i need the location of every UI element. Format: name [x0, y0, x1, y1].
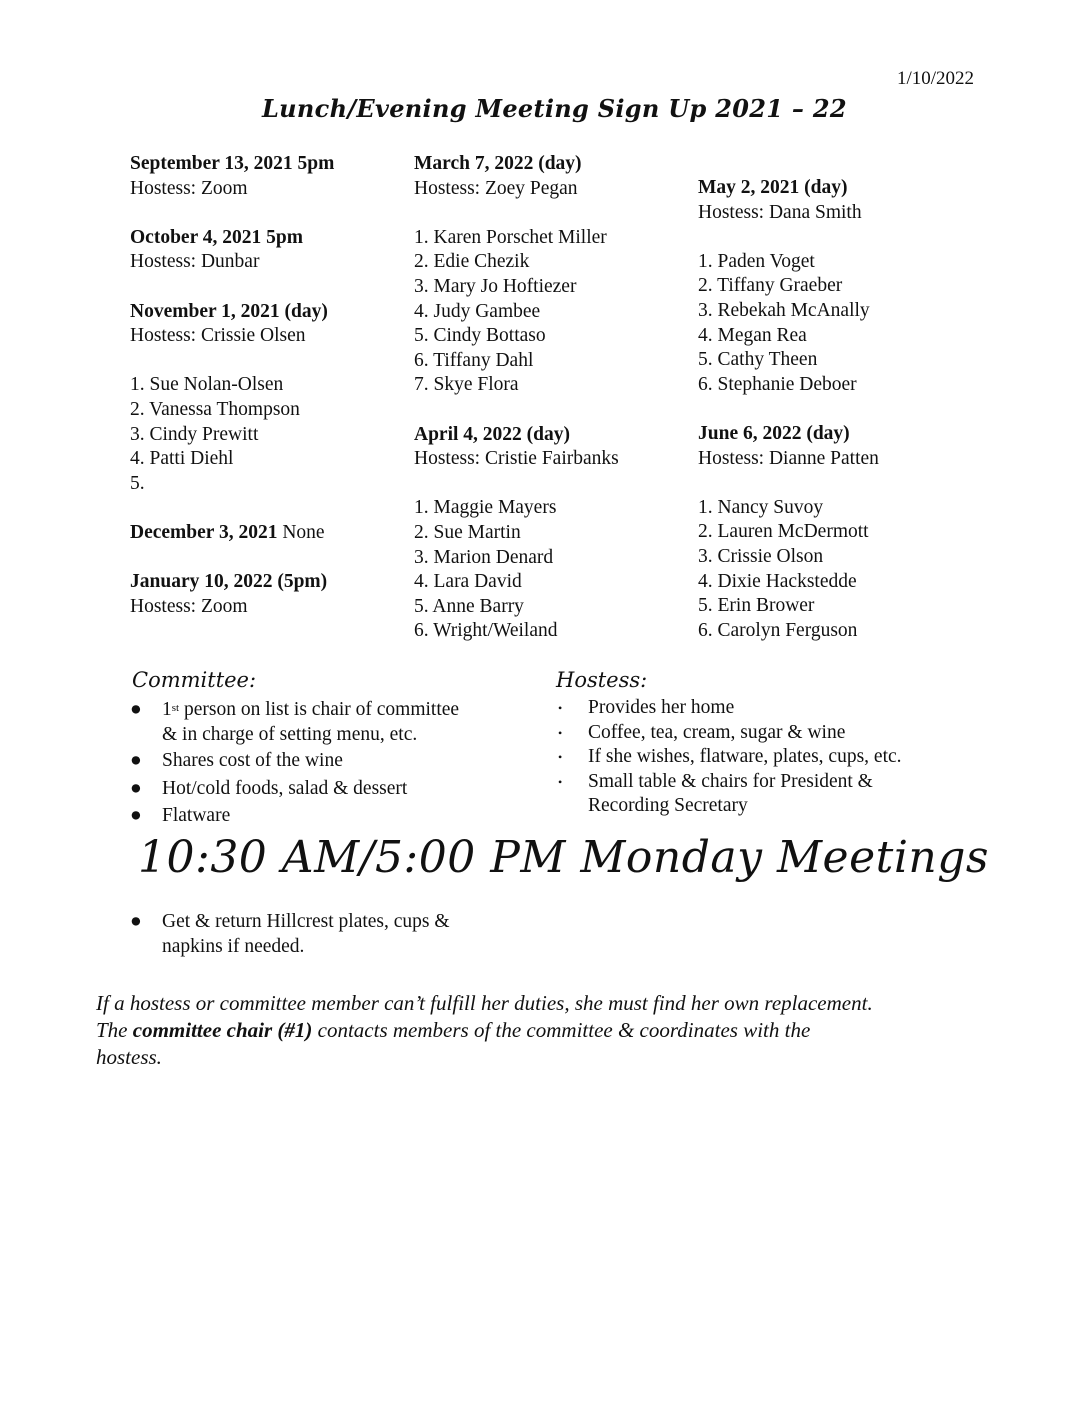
committee-member: 1. Karen Porschet Miller: [414, 226, 607, 248]
list-item: ● Flatware: [130, 804, 459, 829]
meeting-date: May 2, 2021 (day): [698, 177, 848, 198]
committee-member: 2. Tiffany Graeber: [698, 275, 843, 297]
meeting-date: March 7, 2022 (day): [414, 153, 582, 174]
bullet-icon: ●: [130, 911, 142, 932]
meeting-date: April 4, 2022 (day): [414, 423, 570, 445]
schedule-column-2: [414, 152, 619, 644]
committee-member: 1. Sue Nolan-Olsen: [130, 374, 284, 396]
footer-line: If a hostess or committee member can’t fulfill her duties, she must find her own replacement.: [96, 991, 873, 1015]
page-title: Lunch/Evening Meeting Sign Up 2021 – 22: [262, 94, 847, 123]
committee-member: 5.: [130, 472, 145, 494]
committee-member: 2. Sue Martin: [414, 521, 521, 543]
list-item: • Provides her home: [556, 696, 902, 721]
bullet-icon: •: [558, 725, 563, 740]
committee-member: 4. Lara David: [414, 571, 522, 593]
committee-member: 5. Cindy Bottaso: [414, 325, 546, 347]
committee-member: 7. Skye Flora: [414, 374, 519, 396]
committee-duties-list: [130, 698, 459, 829]
committee-member: 6. Carolyn Ferguson: [698, 619, 858, 641]
committee-member: 6. Wright/Weiland: [414, 620, 558, 642]
committee-member: 4. Dixie Hackstedde: [698, 570, 857, 592]
meeting-date: November 1, 2021 (day): [130, 300, 328, 322]
committee-heading: Committee:: [132, 668, 257, 692]
bullet-icon: ●: [130, 699, 142, 720]
meeting-date: December 3, 2021: [130, 521, 278, 543]
bullet-icon: •: [558, 750, 563, 765]
committee-duties-list-extra: [130, 910, 450, 959]
committee-member: 1. Paden Voget: [698, 250, 815, 272]
meeting-note: None: [277, 521, 325, 543]
footer-line: The committee chair (#1) contacts members of the committee & coordinates with the: [96, 1018, 811, 1042]
list-item: • Small table & chairs for President & Recording Secretary: [558, 770, 873, 817]
meeting-hostess: Hostess: Dianne Patten: [698, 447, 879, 469]
meeting-hostess: Hostess: Dana Smith: [698, 201, 862, 223]
committee-member: 6. Tiffany Dahl: [414, 349, 534, 371]
meeting-time-banner: 10:30 AM/5:00 PM Monday Meetings: [138, 832, 989, 883]
meeting-hostess: Hostess: Dunbar: [130, 251, 260, 273]
committee-member: 3. Marion Denard: [414, 546, 554, 568]
bullet-icon: ●: [130, 777, 142, 799]
committee-member: 5. Anne Barry: [414, 595, 524, 617]
list-item: ● 1st person on list is chair of committee & in charge of setting menu, etc.: [130, 699, 460, 745]
document-date: 1/10/2022: [897, 68, 975, 89]
bullet-icon: •: [558, 701, 563, 715]
committee-member: 2. Edie Chezik: [414, 251, 530, 273]
meeting-hostess: Hostess: Zoom: [130, 177, 248, 199]
bullet-icon: ●: [130, 805, 142, 827]
meeting-hostess: Hostess: Zoey Pegan: [414, 177, 578, 199]
list-item: • If she wishes, flatware, plates, cups, etc.: [556, 745, 902, 770]
list-item: • Coffee, tea, cream, sugar & wine: [556, 721, 902, 746]
committee-member: 5. Erin Brower: [698, 595, 815, 617]
bullet-icon: ●: [130, 750, 142, 772]
committee-member: 1. Maggie Mayers: [414, 497, 557, 519]
committee-chair-emphasis: committee chair (#1): [132, 1018, 313, 1042]
committee-member: 2. Vanessa Thompson: [130, 398, 300, 420]
committee-member: 3. Rebekah McAnally: [698, 299, 870, 321]
committee-member: 6. Stephanie Deboer: [698, 373, 857, 395]
committee-member: 3. Mary Jo Hoftiezer: [414, 275, 577, 297]
committee-member: 3. Cindy Prewitt: [130, 423, 259, 445]
committee-member: 1. Nancy Suvoy: [698, 496, 824, 518]
hostess-duties-list: [556, 696, 902, 819]
committee-member: 2. Lauren McDermott: [698, 521, 869, 543]
meeting-hostess: Hostess: Cristie Fairbanks: [414, 448, 619, 470]
meeting-entry: [130, 521, 334, 546]
schedule-column-3: [698, 176, 879, 643]
committee-member: 4. Judy Gambee: [414, 300, 541, 322]
list-item: ● Get & return Hillcrest plates, cups & napkins if needed.: [130, 911, 450, 957]
meeting-hostess: Hostess: Zoom: [130, 595, 248, 617]
list-item: ● Shares cost of the wine: [130, 749, 459, 774]
footer-note: [96, 990, 1036, 1071]
list-item: ● Hot/cold foods, salad & dessert: [130, 777, 459, 802]
meeting-hostess: Hostess: Crissie Olsen: [130, 325, 306, 347]
hostess-heading: Hostess:: [556, 668, 648, 692]
schedule-column-1: [130, 152, 334, 619]
meeting-date: June 6, 2022 (day): [698, 422, 850, 444]
meeting-date: October 4, 2021 5pm: [130, 226, 303, 248]
meeting-date: January 10, 2022 (5pm): [130, 571, 328, 593]
bullet-icon: •: [558, 774, 563, 789]
committee-member: 3. Crissie Olson: [698, 545, 824, 567]
committee-member: 4. Megan Rea: [698, 324, 807, 346]
footer-line: hostess.: [96, 1045, 162, 1069]
committee-member: 4. Patti Diehl: [130, 448, 234, 470]
committee-member: 5. Cathy Theen: [698, 349, 818, 371]
meeting-date: September 13, 2021 5pm: [130, 153, 335, 174]
